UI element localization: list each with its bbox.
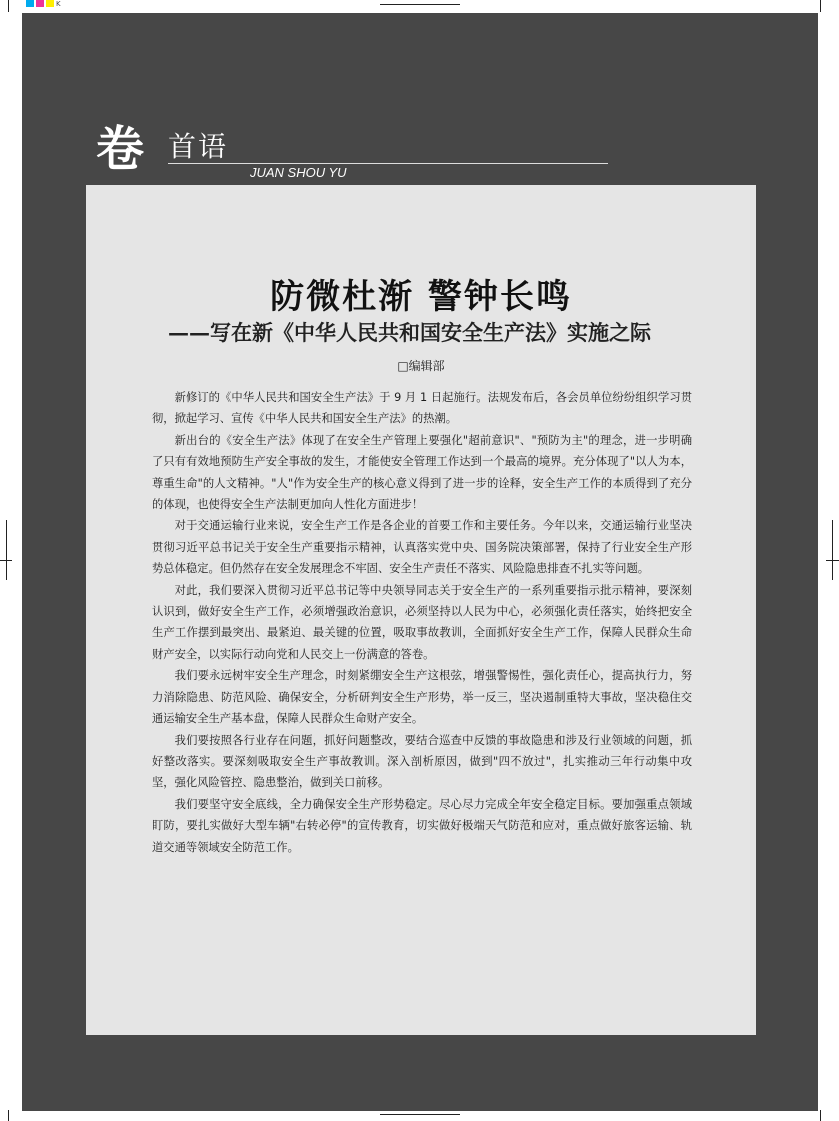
crop-mark — [6, 520, 7, 580]
crop-mark — [8, 1110, 9, 1121]
header-divider — [168, 163, 608, 164]
column-header-big-char: 卷 — [96, 121, 145, 177]
cyan-swatch — [26, 0, 34, 7]
article-panel — [86, 185, 756, 1035]
column-header-title: 首语 — [168, 130, 229, 163]
paragraph: 我们要按照各行业存在问题，抓好问题整改，要结合巡查中反馈的事故隐患和涉及行业领域的问题，抓好整改落实。要深刻吸取安全生产事故教训。深入剖析原因，做到"四不放过"，扎实推动三年行动集中攻坚，强化风险管控、隐患整治，做到关口前移。 — [152, 733, 692, 790]
article-subtitle: ——写在新《中华人民共和国安全生产法》实施之际 — [168, 320, 651, 345]
article-body — [152, 387, 692, 858]
paragraph: 对此，我们要深入贯彻习近平总书记等中央领导同志关于安全生产的一系列重要指示批示精神，要深刻认识到，做好安全生产工作，必须增强政治意识，必须坚持以人民为中心，必须强化责任落实，始终把安全生产工作摆到最突出、最紧迫、最关键的位置，吸取事故教训，全面抓好安全生产工作，保障人民群众生命财产安全，以实际行动向党和人民交上一份满意的答卷。 — [152, 583, 692, 661]
column-header-pinyin: JUAN SHOU YU — [250, 165, 347, 180]
crop-mark — [832, 520, 833, 580]
black-swatch-label: K — [56, 0, 61, 8]
magazine-page — [22, 13, 818, 1111]
article-title: 防微杜渐 警钟长鸣 — [270, 277, 572, 317]
crop-mark — [8, 0, 9, 12]
crop-mark — [380, 1114, 460, 1115]
crop-mark — [820, 1110, 821, 1121]
paragraph: 新出台的《安全生产法》体现了在安全生产管理上要强化"超前意识"、"预防为主"的理念，进一步明确了只有有效地预防生产安全事故的发生，才能使安全管理工作达到一个最高的境界。充分体现了"以人为本，尊重生命"的人文精神。"人"作为安全生产的核心意义得到了进一步的诠释，安全生产工作的本质得到了充分的体现，也使得安全生产法制更加向人性化方面进步！ — [152, 433, 692, 512]
magenta-swatch — [36, 0, 44, 7]
crop-mark — [380, 4, 460, 5]
paragraph: 我们要坚守安全底线，全力确保安全生产形势稳定。尽心尽力完成全年安全稳定目标。要加强重点领域盯防，要扎实做好大型车辆"右转必停"的宣传教育，切实做好极端天气防范和应对，重点做好旅客运输、轨道交通等领域安全防范工作。 — [152, 797, 692, 854]
paragraph: 对于交通运输行业来说，安全生产工作是各企业的首要工作和主要任务。今年以来，交通运输行业坚决贯彻习近平总书记关于安全生产重要指示精神，认真落实党中央、国务院决策部署，保持了行业安全生产形势总体稳定。但仍然存在安全发展理念不牢固、安全生产责任不落实、风险隐患排查不扎实等问题。 — [152, 519, 692, 576]
crop-mark — [820, 0, 821, 12]
yellow-swatch — [46, 0, 54, 7]
article-byline: □编辑部 — [397, 359, 445, 373]
column-header — [96, 119, 616, 191]
color-registration-marks — [26, 0, 64, 8]
paragraph: 我们要永远树牢安全生产理念，时刻紧绷安全生产这根弦，增强警惕性，强化责任心，提高执行力，努力消除隐患、防范风险、确保安全，分析研判安全生产形势，举一反三，坚决遏制重特大事故，坚决稳住交通运输安全生产基本盘，保障人民群众生命财产安全。 — [152, 669, 692, 726]
paragraph: 新修订的《中华人民共和国安全生产法》于 9 月 1 日起施行。法规发布后，各会员单位纷纷组织学习贯彻，掀起学习、宣传《中华人民共和国安全生产法》的热潮。 — [152, 391, 692, 426]
